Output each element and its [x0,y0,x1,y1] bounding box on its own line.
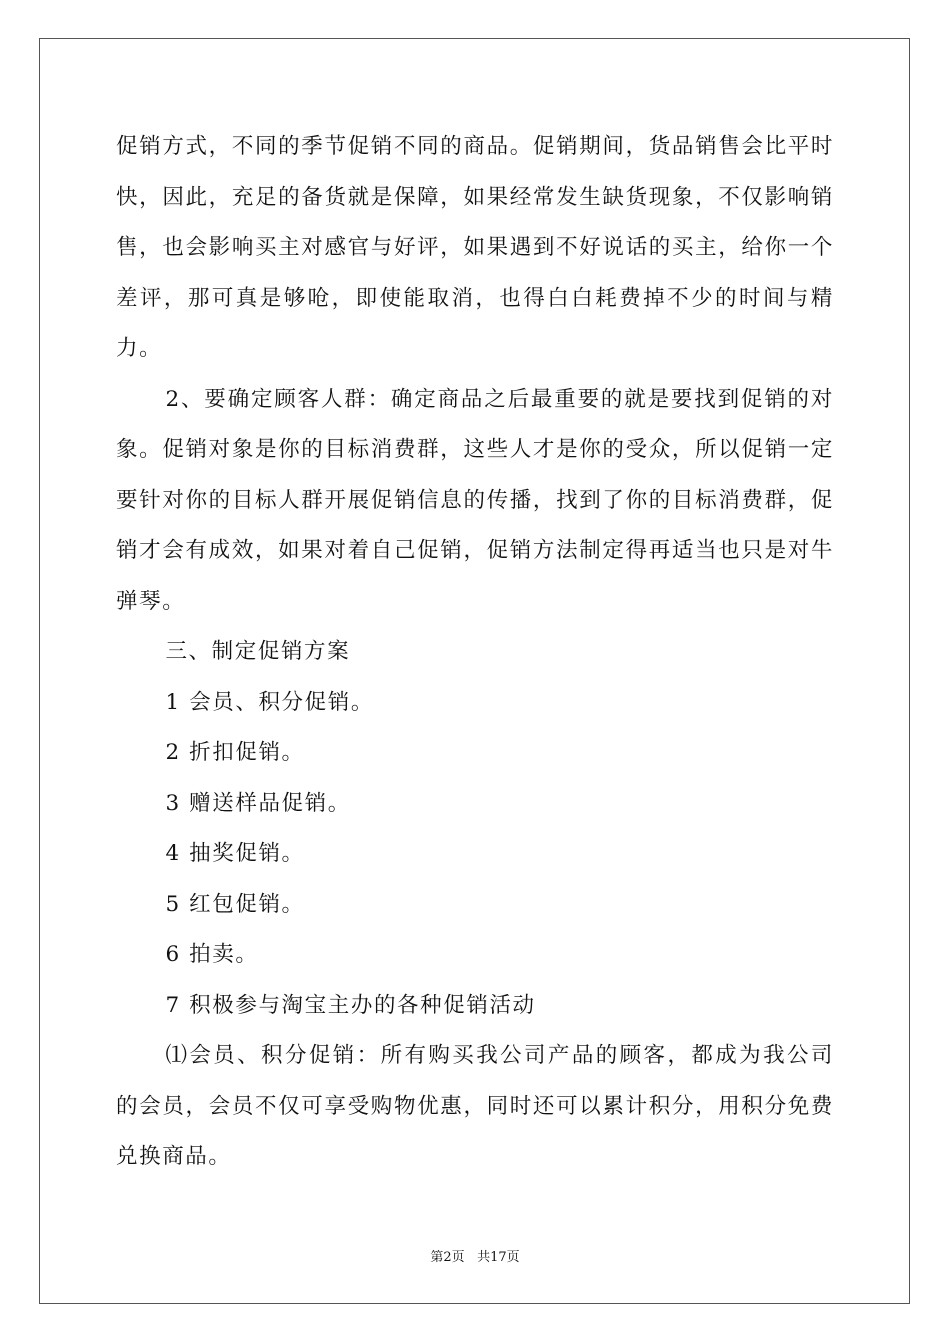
page-footer [0,1246,950,1265]
list-item: 6 拍卖。 [165,942,259,967]
page-total: 共17页 [477,1250,520,1265]
list-item: 3 赠送样品促销。 [165,790,351,816]
list-item: 7 积极参与淘宝主办的各种促销活动 [165,992,536,1018]
list-item: 5 红包促销。 [165,891,305,917]
list-item: 2 折扣促销。 [165,740,305,765]
page-number: 第2页 [430,1250,465,1265]
paragraph-2: 2、要确定顾客人群：确定商品之后最重要的就是要找到促销的对象。促销对象是你的目标消费群，这些人才是你的受众，所以促销一定要针对你的目标人群开展促销信息的传播，找到了你的目标消费群，促销才会有成效，如果对着自己促销，促销方法制定得再适当也只是对牛弹琴。 [116,386,834,614]
paragraph-member-points: ⑴会员、积分促销：所有购买我公司产品的顾客，都成为我公司的会员，会员不仅可享受购物优惠，同时还可以累计积分，用积分免费兑换商品。 [116,1043,834,1169]
paragraph-1: 促销方式，不同的季节促销不同的商品。促销期间，货品销售会比平时快，因此，充足的备货就是保障，如果经常发生缺货现象，不仅影响销售，也会影响买主对感官与好评，如果遇到不好说话的买主，给你一个差评，那可真是够呛，即使能取消，也得白白耗费掉不少的时间与精力。 [116,134,834,361]
section-heading: 三、制定促销方案 [165,639,351,664]
list-item: 1 会员、积分促销。 [165,689,374,715]
list-item: 4 抽奖促销。 [165,841,305,866]
document-body [116,122,834,1183]
